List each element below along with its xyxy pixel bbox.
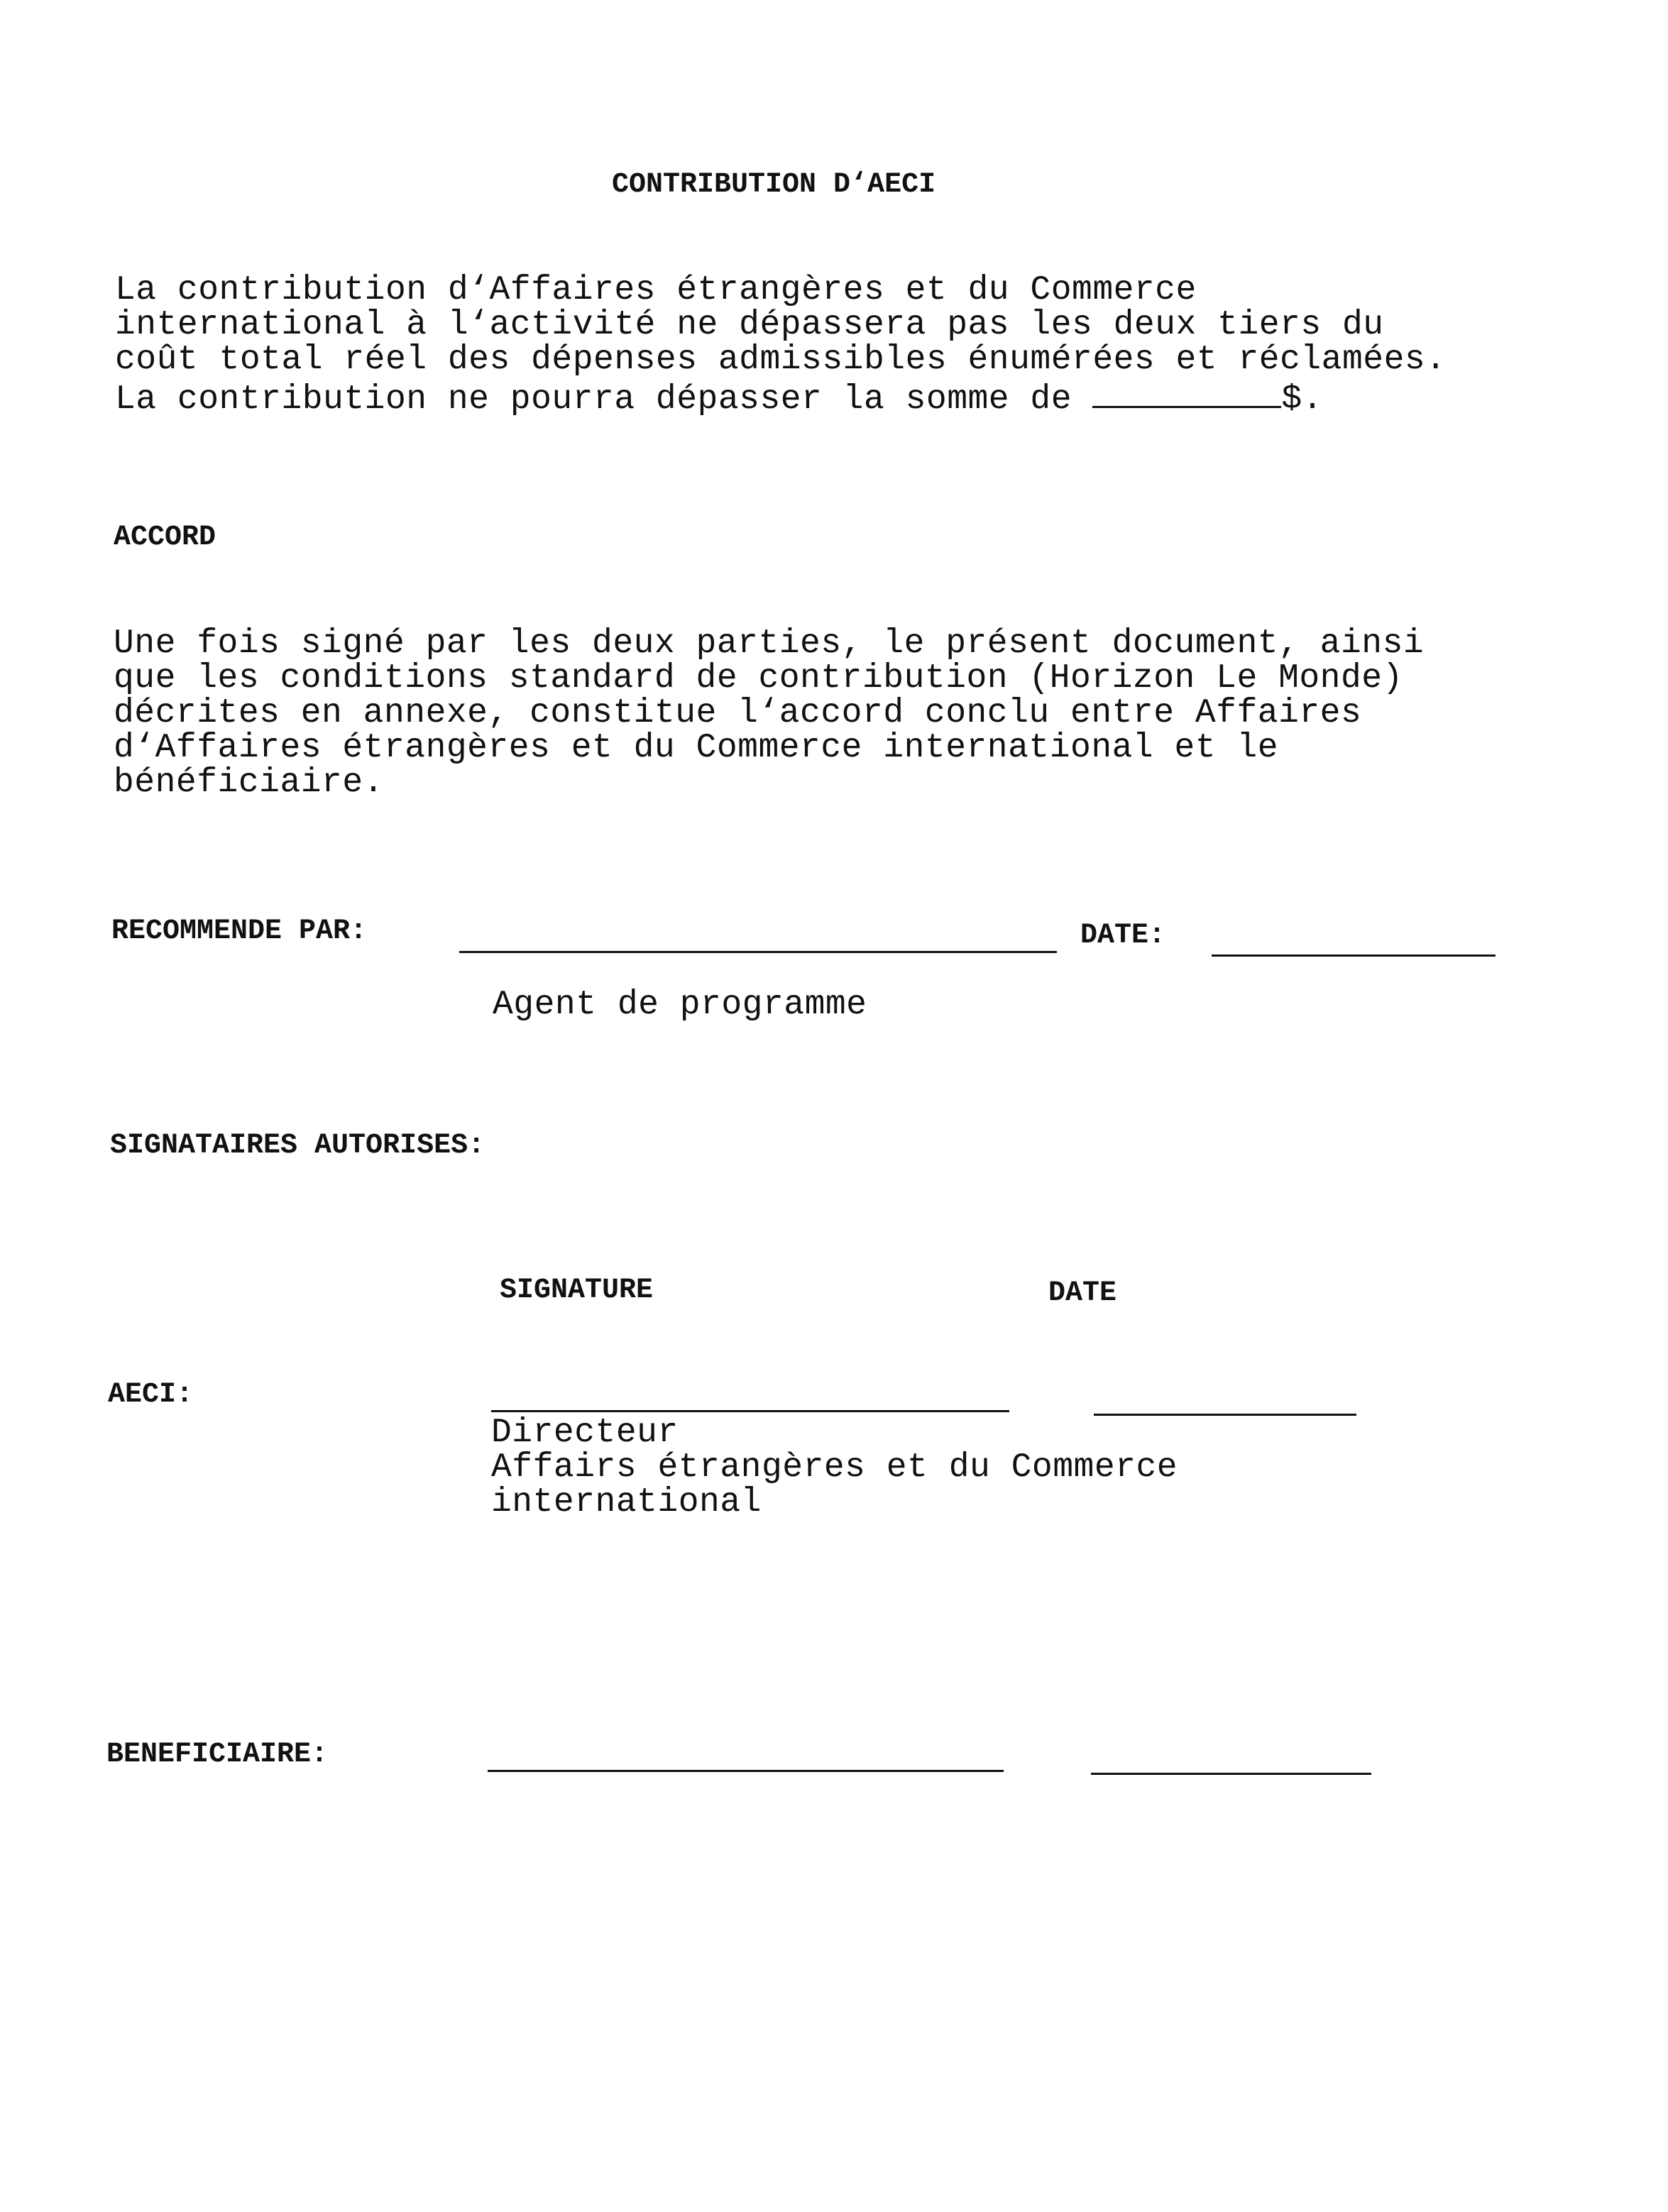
paragraph-line-prefix: La contribution ne pourra dépasser la somme de [115, 380, 1093, 419]
beneficiary-signature-line[interactable] [488, 1770, 1004, 1772]
aeci-signature-line[interactable] [491, 1410, 1009, 1412]
paragraph-line: Une fois signé par les deux parties, le présent document, ainsi [114, 624, 1425, 663]
paragraph-last-line [115, 378, 1323, 417]
paragraph-line: bénéficiaire. [114, 764, 384, 802]
program-agent-role: Agent de programme [493, 986, 867, 1024]
recommended-by-signature-line[interactable] [459, 951, 1057, 953]
date-column-header: DATE [1048, 1277, 1117, 1309]
paragraph-line: international à l‘activité ne dépassera pas les deux tiers du [115, 306, 1384, 344]
beneficiary-label: BENEFICIAIRE: [106, 1739, 329, 1771]
currency-suffix: $. [1281, 380, 1323, 419]
document-title: CONTRIBUTION D‘AECI [612, 169, 936, 201]
aeci-date-line[interactable] [1094, 1414, 1356, 1416]
aeci-title-line: international [491, 1483, 762, 1522]
recommended-by-label: RECOMMENDE PAR: [111, 915, 368, 947]
aeci-title-line: Affairs étrangères et du Commerce [491, 1448, 1178, 1487]
aeci-label: AECI: [108, 1379, 194, 1411]
signature-column-header: SIGNATURE [500, 1275, 654, 1306]
paragraph-line: d‘Affaires étrangères et du Commerce international et le [114, 729, 1279, 767]
amount-blank-field[interactable] [1092, 378, 1281, 408]
recommended-date-label: DATE: [1080, 920, 1166, 952]
paragraph-line: décrites en annexe, constitue l‘accord conclu entre Affaires [114, 694, 1362, 732]
recommended-date-line[interactable] [1212, 954, 1496, 957]
signatories-heading: SIGNATAIRES AUTORISES: [110, 1130, 485, 1162]
paragraph-line: que les conditions standard de contribution (Horizon Le Monde) [114, 659, 1403, 698]
paragraph-line: coût total réel des dépenses admissibles énumérées et réclamées. [115, 341, 1447, 379]
aeci-title-line: Directeur [491, 1414, 679, 1452]
paragraph-line: La contribution d‘Affaires étrangères et du Commerce [115, 271, 1197, 309]
accord-heading: ACCORD [114, 522, 216, 554]
beneficiary-date-line[interactable] [1091, 1773, 1371, 1775]
